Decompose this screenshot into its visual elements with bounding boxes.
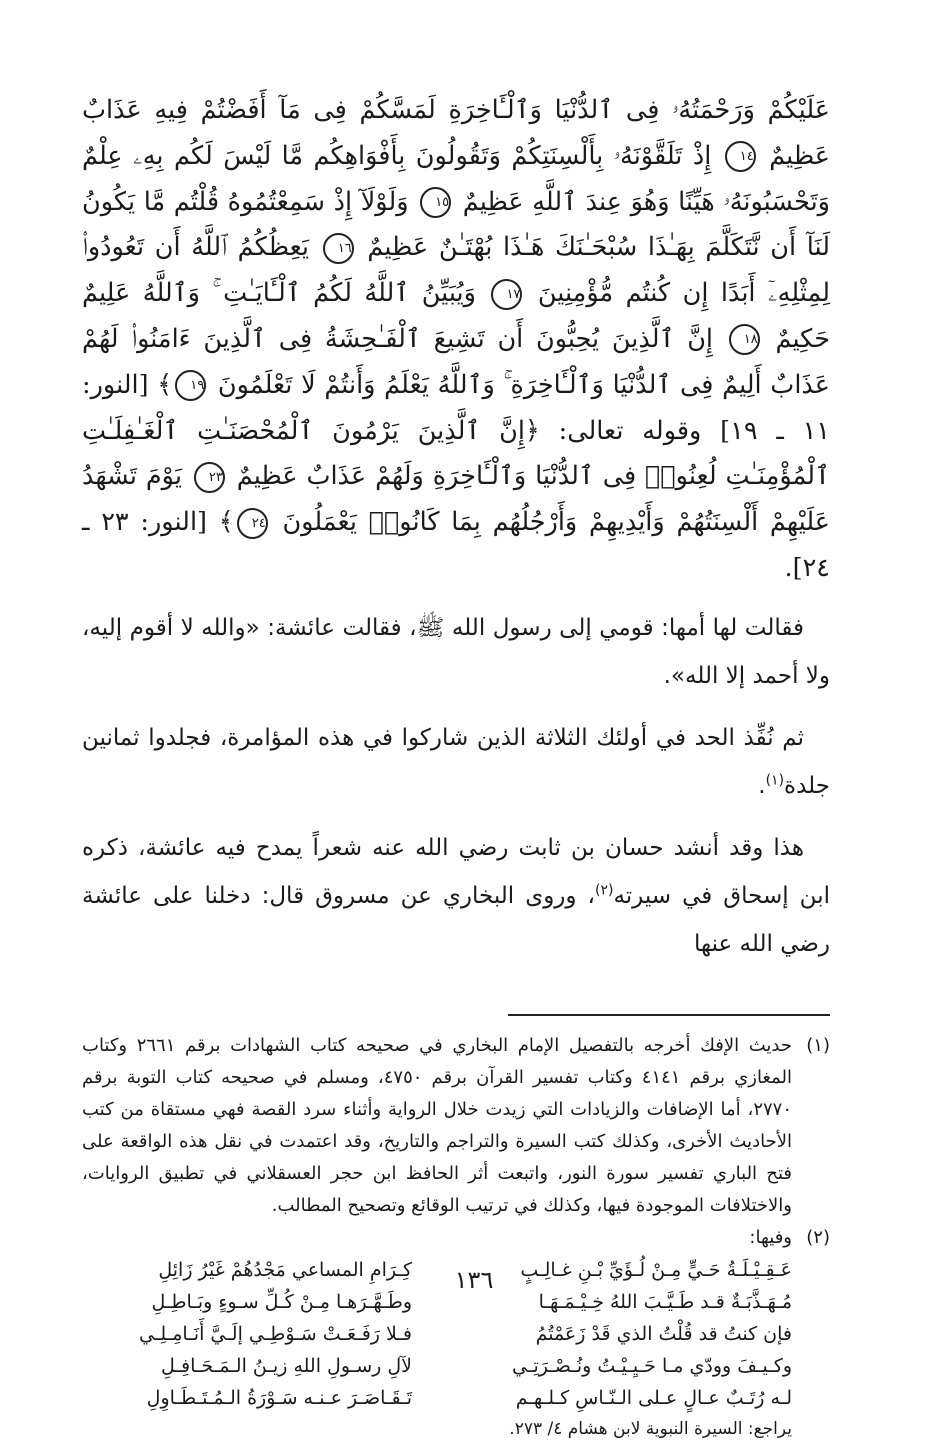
quran-text: إِنَّ ٱلَّذِينَ يُحِبُّونَ أَن تَشِيعَ ٱلْفَـٰحِشَةُ فِى ٱلَّذِينَ ءَامَنُوا۟ لَهُمْ عَذَابٌ أَلِيمٌ فِى ٱلدُّنْيَا وَٱلْـَٔاخِرَةِ ۚ وَٱللَّهُ يَعْلَمُ وَأَنتُمْ لَا تَعْلَمُونَ	[82, 323, 831, 400]
footnote-1	[82, 1030, 830, 1222]
ayah-number-marker: ١٨	[729, 324, 760, 355]
quran-quotation	[82, 88, 830, 592]
quran-reference: ﴾ [النور: ٢٣ ـ ٢٤].	[82, 507, 830, 583]
quran-reference: ﴾ [النور: ١١ ـ ١٩] وقوله تعالى: ﴿	[82, 369, 831, 446]
page-content	[82, 88, 830, 1444]
paragraph-text: .	[758, 772, 766, 799]
footnote-divider	[508, 1014, 830, 1016]
ayah-number-marker: ١٧	[491, 279, 522, 310]
footnote-reference[interactable]: (١)	[765, 772, 785, 789]
poem-verse-first-hemistich: لـه رُتَـبٌ عـالٍ عـلى الـنّـاسِ كـلـهـم	[515, 1386, 792, 1409]
ayah-number-marker: ١٥	[420, 187, 451, 218]
paragraph	[82, 714, 830, 810]
paragraph	[82, 824, 830, 968]
footnote-number: (٢)	[806, 1226, 830, 1248]
footnote-reference[interactable]: (٢)	[594, 882, 614, 899]
paragraph-text: فقالت لها أمها: قومي إلى رسول الله ﷺ، فقالت عائشة: «والله لا أقوم إليه، ولا أحمد إلا الله».	[82, 614, 830, 689]
page-number: ١٣٦	[454, 1266, 494, 1294]
poem-verse-second-hemistich: لآلِ رسـولِ اللهِ زيـنُ الـمَـحَـافِـلِ	[161, 1354, 412, 1377]
ayah-number-marker: ١٩	[175, 370, 206, 401]
poem-verse-first-hemistich: عَـقِـيْـلَـةُ حَـيٍّ مِـنْ لُـؤَيِّ بْـنِ غـالِـبٍ	[520, 1258, 792, 1281]
quran-text: إِنَّ ٱلَّذِينَ يَرْمُونَ ٱلْمُحْصَنَـٰتِ ٱلْغَـٰفِلَـٰتِ ٱلْمُؤْمِنَـٰتِ لُعِنُوا۟ فِى ٱلدُّنْيَا وَٱلْـَٔاخِرَةِ وَلَهُمْ عَذَابٌ عَظِيمٌ	[82, 415, 830, 492]
footnote-number: (١)	[806, 1034, 830, 1056]
ayah-number-marker: ١٤	[725, 141, 756, 172]
paragraph-text: ، وروى البخاري عن مسروق قال: دخلنا على عائشة رضي الله عنها	[82, 882, 830, 957]
footnote-text: وفيها:	[749, 1226, 792, 1248]
quran-text: إِذْ تَلَقَّوْنَهُۥ بِأَلْسِنَتِكُمْ وَتَقُولُونَ بِأَفْوَاهِكُم مَّا لَيْسَ لَكُم بِهِۦ عِلْمٌ وَتَحْسَبُونَهُۥ هَيِّنًا وَهُوَ عِندَ ٱللَّهِ عَظِيمٌ	[82, 140, 830, 217]
quran-text: وَلَوْلَآ إِذْ سَمِعْتُمُوهُ قُلْتُم مَّا يَكُونُ لَنَآ أَن نَّتَكَلَّمَ بِهَـٰذَا سُبْحَـٰنَكَ هَـٰذَا بُهْتَـٰنٌ عَظِيمٌ	[82, 186, 831, 263]
poem-verse-first-hemistich: وكـيـفَ وودّي مـا حَـيِـيْـتُ ونُـصْـرَتِـي	[512, 1354, 792, 1377]
footnote-source: يراجع: السيرة النبوية لابن هشام ٤/ ٢٧٣.	[509, 1418, 792, 1439]
ayah-number-marker: ٢٣	[194, 462, 225, 493]
poem-verse-second-hemistich: وطَـهَّـرَهـا مِـنْ كُـلِّ سـوءٍ وبَـاطِـلِ	[151, 1290, 412, 1313]
paragraph-text: ثم نُفِّذ الحد في أولئك الثلاثة الذين شاركوا في هذه المؤامرة، فجلدوا ثمانين جلدة	[82, 724, 830, 799]
quran-text: وَيُبَيِّنُ ٱللَّهُ لَكُمُ ٱلْـَٔايَـٰتِ ۚ وَٱللَّهُ عَلِيمٌ حَكِيمٌ	[82, 278, 830, 354]
poem-verse-second-hemistich: كِـرَامِ المساعي مَجْدُهُمْ غَيْرُ زَائِلِ	[158, 1258, 412, 1281]
paragraph	[82, 604, 830, 700]
ayah-number-marker: ٢٤	[237, 508, 268, 539]
footnote-2	[82, 1222, 830, 1254]
paragraph-text: هذا وقد أنشد حسان بن ثابت رضي الله عنه شعراً يمدح فيه عائشة، ذكره ابن إسحاق في سيرته	[82, 834, 830, 909]
poem-verse-second-hemistich: فـلا رَفَـعَـتْ سَـوْطِـي إلَـيَّ أَنَـامِـلِـي	[138, 1322, 412, 1345]
poem-verse-first-hemistich: فإن كنتُ قد قُلْتُ الذي قَدْ زَعَمْتُمُ	[535, 1322, 792, 1345]
poem-verse-first-hemistich: مُـهَـذَّبَـةٌ قـد طَـيَّـبَ اللهُ خِـيْـمَـهَـا	[538, 1290, 792, 1313]
quran-text: يَوْمَ تَشْهَدُ عَلَيْهِمْ أَلْسِنَتُهُمْ وَأَيْدِيهِمْ وَأَرْجُلُهُم بِمَا كَانُوا۟ يَعْمَلُونَ	[82, 461, 831, 538]
footnote-text: حديث الإفك أخرجه بالتفصيل الإمام البخاري في صحيحه كتاب الشهادات برقم ٢٦٦١ وكتاب المغازي برقم ٤١٤١ وكتاب تفسير القرآن برقم ٤٧٥٠، ومسلم في صحيحه كتاب التوبة برقم ٢٧٧٠، أما الإضافات والزيادات التي زيدت خلال الرواية وأثناء سرد القصة فهي مستقاة من كتب الأحاديث الأخرى، وكذلك كتب السيرة والتراجم والتاريخ، وقد اعتمدت في نقل هذه الواقعة على فتح الباري تفسير سورة النور، واتبعت أثر الحافظ ابن حجر العسقلاني في تطبيق الروايات، والاختلافات الموجودة فيها، وكذلك في ترتيب الوقائع وتصحيح المطالب.	[82, 1034, 792, 1216]
quran-text: عَلَيْكُمْ وَرَحْمَتُهُۥ فِى ٱلدُّنْيَا وَٱلْـَٔاخِرَةِ لَمَسَّكُمْ فِى مَآ أَفَضْتُمْ فِيهِ عَذَابٌ عَظِيمٌ	[82, 95, 831, 171]
quran-text: يَعِظُكُمُ ٱللَّهُ أَن تَعُودُوا۟ لِمِثْلِهِۦٓ أَبَدًا إِن كُنتُم مُّؤْمِنِينَ	[82, 232, 830, 309]
poem-verse-second-hemistich: تَـقَـاصَـرَ عـنـه سَـوْرَةُ الـمُـتَـطَـاوِلِ	[146, 1386, 412, 1409]
ayah-number-marker: ١٦	[323, 233, 354, 264]
